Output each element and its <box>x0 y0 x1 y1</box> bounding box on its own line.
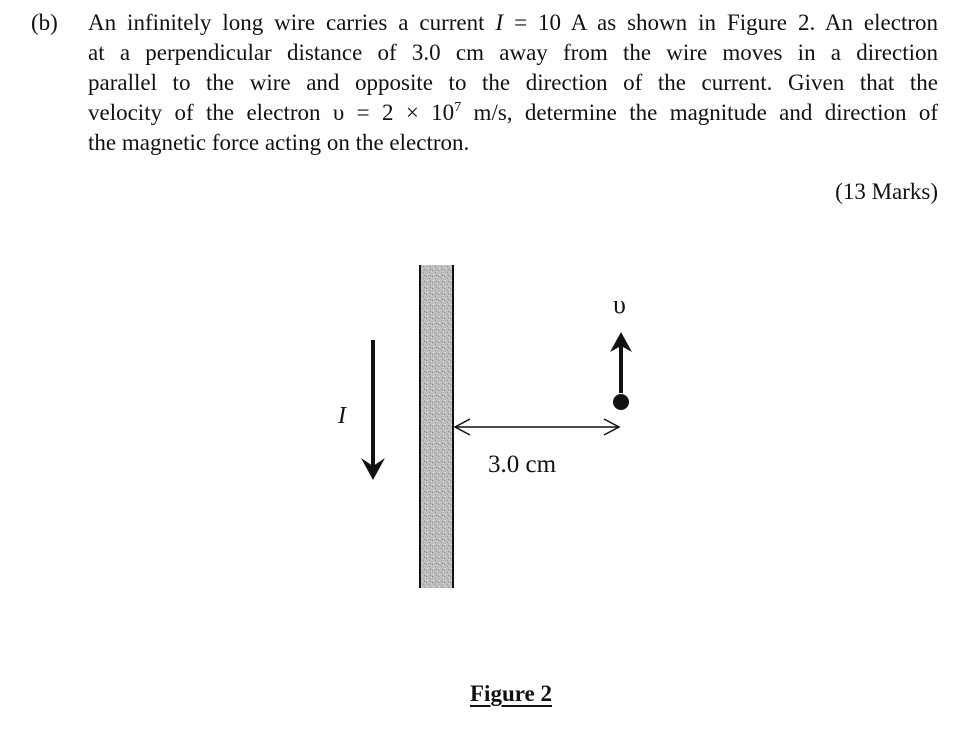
problem-line-5: the magnetic force acting on the electron. <box>88 130 470 155</box>
exponent: 7 <box>454 100 462 115</box>
distance-label: 3.0 cm <box>488 451 557 478</box>
wire <box>420 265 453 588</box>
current-label: I <box>338 403 346 429</box>
problem-line-4: velocity of the electron $\upsilon = 2 \times 10^7$ m/s, determine the magnitude and direction of <box>88 100 938 125</box>
velocity-arrow <box>610 332 632 393</box>
problem-line-1: An infinitely long wire carries a current I = 10 A as shown in Figure 2. An electron <box>88 10 939 35</box>
marks-label: (13 Marks) <box>835 179 938 204</box>
figure-caption: Figure 2 <box>470 681 552 706</box>
current-symbol: I <box>495 10 504 35</box>
electron-dot <box>613 394 629 410</box>
problem-line-2: at a perpendicular distance of 3.0 cm away from the wire moves in a direction <box>88 40 938 65</box>
current-arrow <box>361 340 385 480</box>
distance-arrow <box>455 419 619 435</box>
problem-line-3: parallel to the wire and opposite to the direction of the current. Given that the <box>88 70 938 95</box>
question-label: (b) <box>31 10 58 35</box>
velocity-label: υ <box>613 290 626 319</box>
